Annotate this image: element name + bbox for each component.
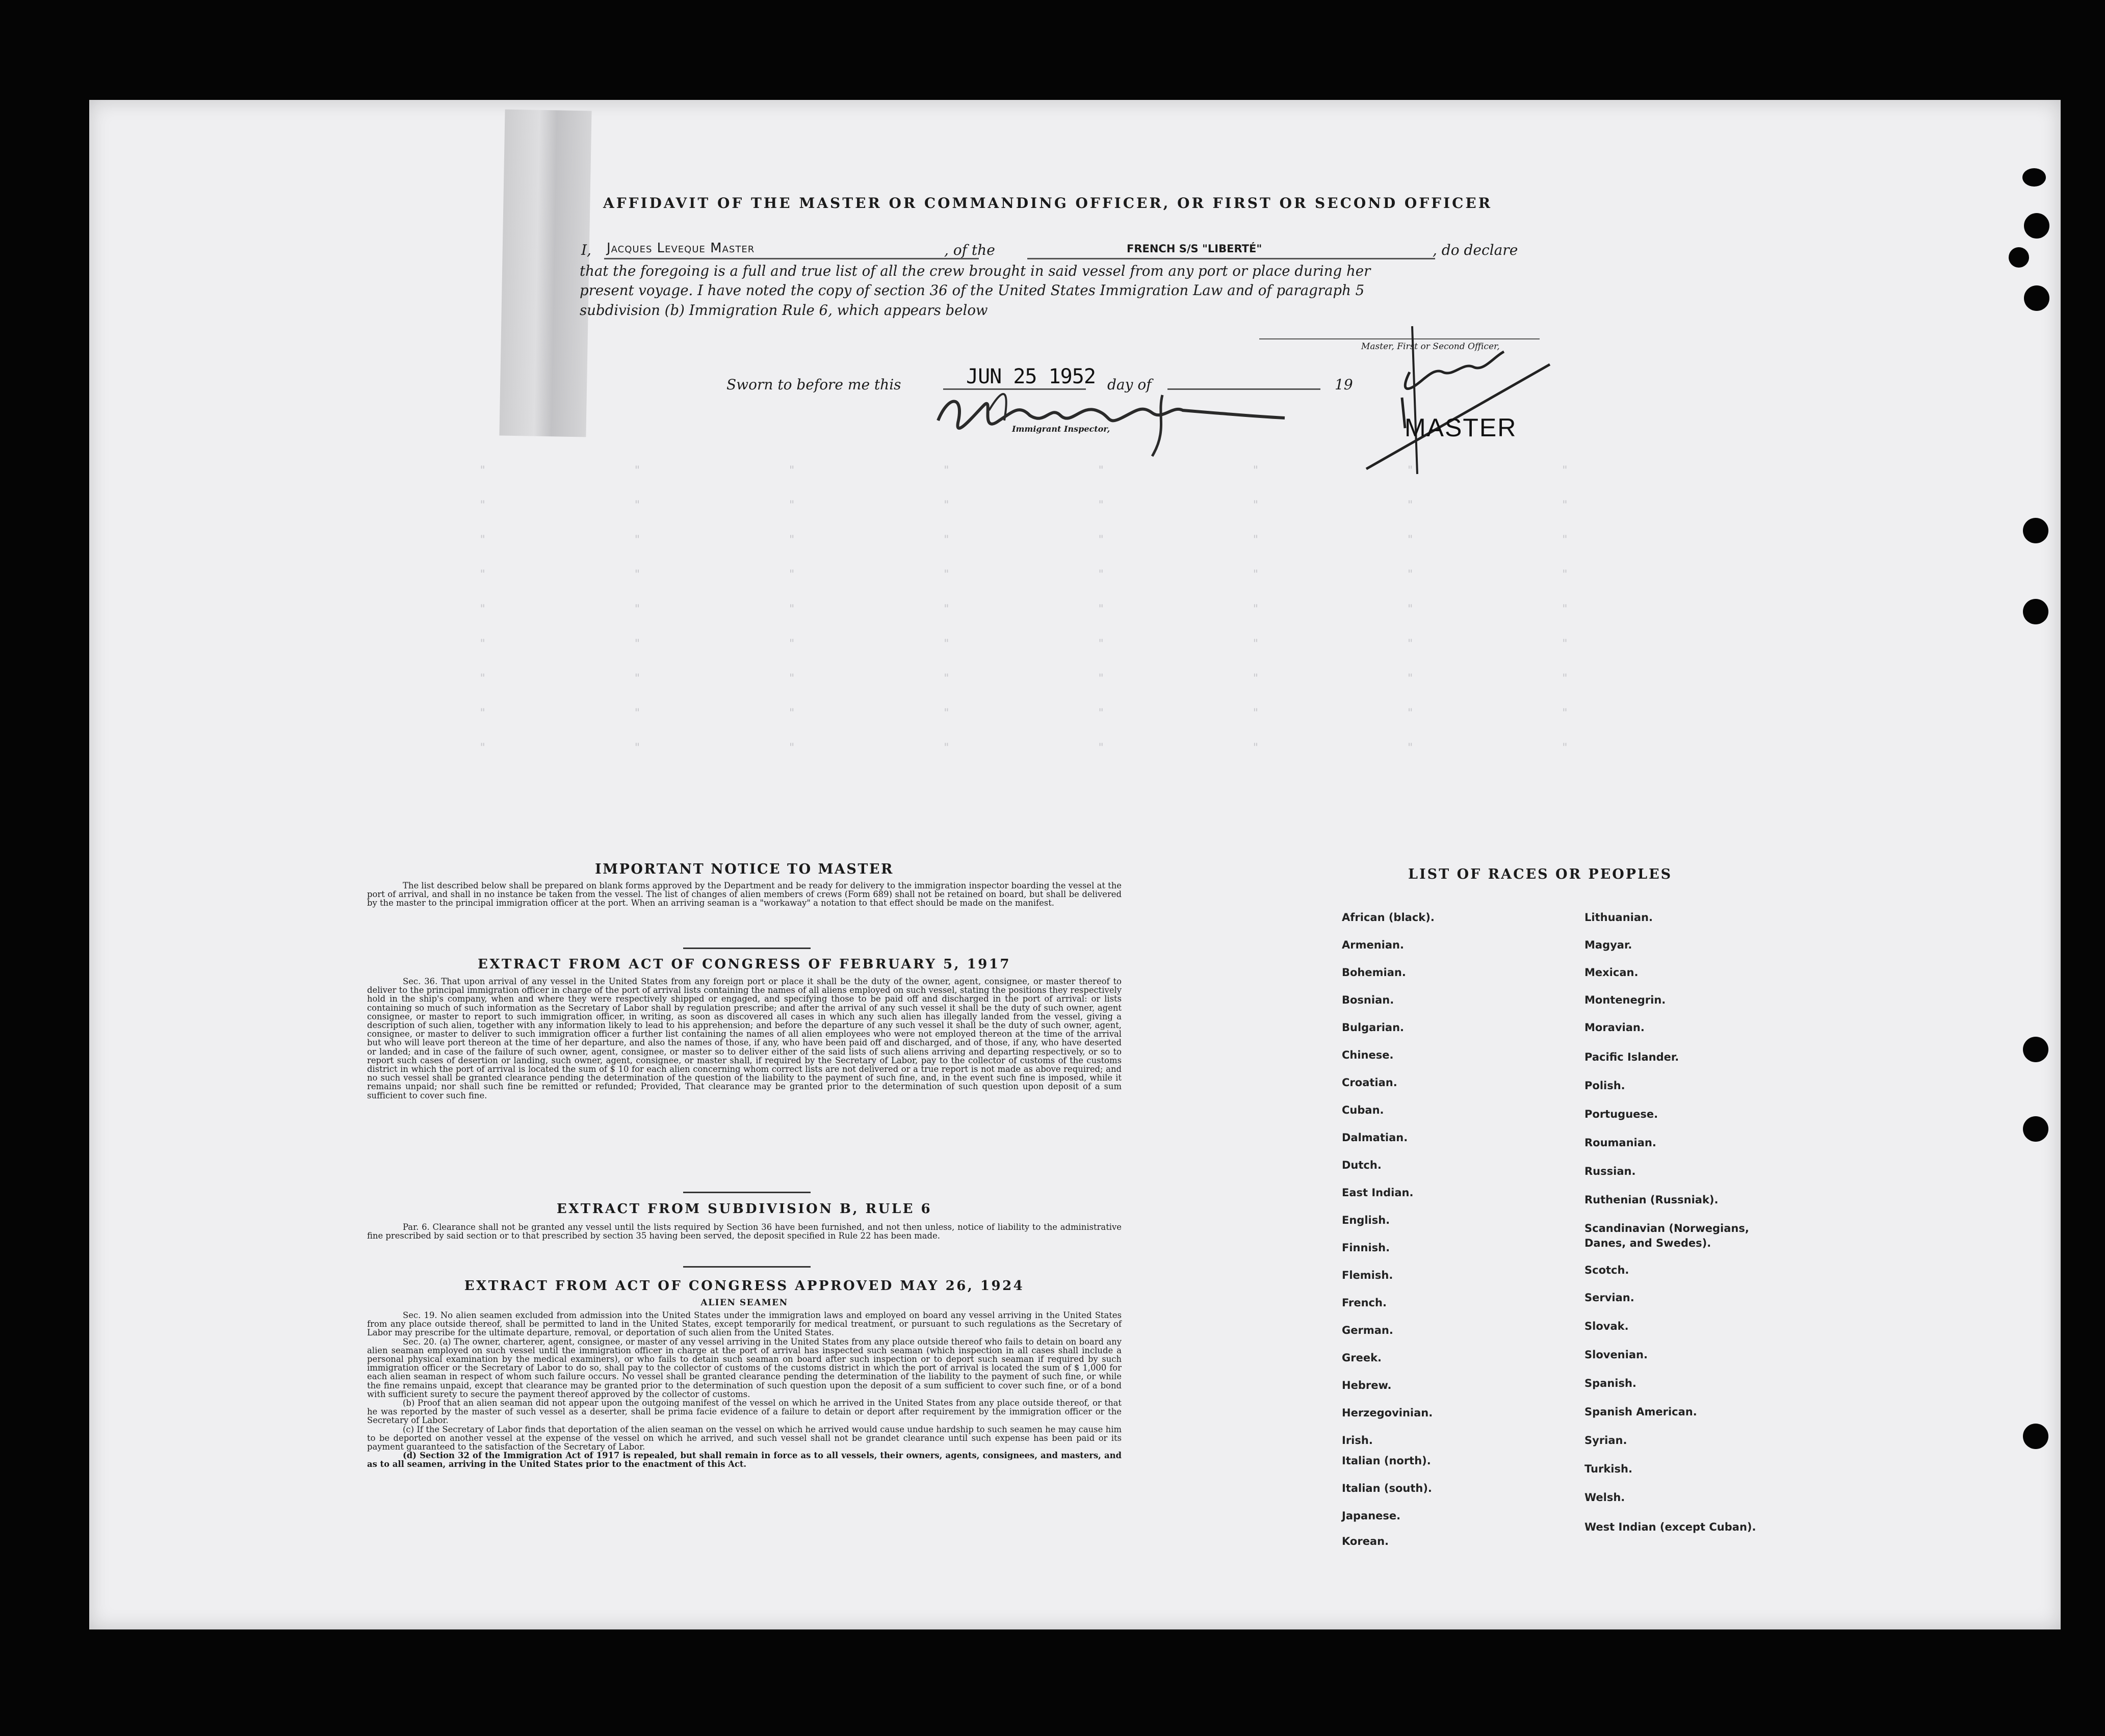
race-item: Croatian. [1342, 1076, 1397, 1089]
race-item: Chinese. [1342, 1049, 1394, 1061]
do-declare-label: , do declare [1433, 242, 1518, 258]
section-divider [683, 1266, 811, 1268]
affidavit-title: AFFIDAVIT OF THE MASTER OR COMMANDING OFFICER, OR FIRST OR SECOND OFFICER [603, 195, 1493, 212]
bleed-through-marks: """""""" """""""" """""""" """""""" """""""" """""""" """""""" """""""" """""""" [479, 464, 1716, 754]
race-item: German. [1342, 1324, 1393, 1336]
sworn-year: 19 [1335, 376, 1353, 393]
master-stamp: MASTER [1405, 413, 1517, 442]
name-underline [604, 258, 979, 259]
race-item: African (black). [1342, 911, 1435, 924]
section-divider [683, 1192, 811, 1193]
race-item: Herzegovinian. [1342, 1407, 1433, 1419]
sworn-day-of: day of [1107, 376, 1152, 393]
race-item: Dutch. [1342, 1159, 1382, 1171]
declarant-prefix: I, [581, 242, 591, 258]
race-item: West Indian (except Cuban). [1584, 1521, 1756, 1533]
binder-hole [2024, 213, 2049, 239]
race-item: Moravian. [1584, 1021, 1645, 1034]
race-item: Portuguese. [1584, 1108, 1658, 1120]
race-item: Bulgarian. [1342, 1021, 1405, 1034]
section-divider [683, 948, 811, 949]
race-item: Montenegrin. [1584, 994, 1666, 1006]
race-item: Dalmatian. [1342, 1132, 1408, 1144]
race-item: Roumanian. [1584, 1137, 1656, 1149]
race-item: Korean. [1342, 1535, 1389, 1547]
extract-rule6-section [367, 1201, 1122, 1240]
race-item: Flemish. [1342, 1269, 1393, 1281]
extract-1917-text: Sec. 36. That upon arrival of any vessel in the United States from any foreign port or place it shall be the duty of the owner, agent, consignee, or master thereof to deliver to the principal immigration officer in charge of the port of arrival lists containing the names of all aliens employed on such vessel, stating the positions they respectively hold in the ship's company, when and where they were respectively shipped or engaged, and specifying those to be paid off and discharged in the port of arrival: or lists containing so much of such information as the Secretary of Labor shall by regulation prescribe; and after the arrival of any such vessel it shall be the duty of such owner, agent consignee, or master to report to such immigration officer, in writing, as soon as discovered all cases in which any such alien has illegally landed from the vessel, giving a description of such alien, together with any information likely to lead to his apprehension; and before the departure of any such vessel it shall be the duty of such owner, agent, consignee, or master to deliver to such immigration officer a further list containing the names of all alien employees who were not employed thereon at the time of the arrival but who will leave port thereon at the time of her departure, and also the names of those, if any, who have been paid off and discharged, and of those, if any, who have deserted or landed; and in case of the failure of such owner, agent, consignee, or master so to deliver either of the said lists of such aliens arriving and departing respectively, or so to report such cases of desertion or landing, such owner, agent, consignee, or master shall, if required by the Secretary of Labor, pay to the collector of customs of the customs district in which the port of arrival is located the sum of $ 10 for each alien concerning whom correct lists are not delivered or a true report is not made as above required; and no such vessel shall be granted clearance pending the determination of the question of the liability to the payment of such fine, and, in the event such fine is imposed, while it remains unpaid; nor shall such fine be remitted or refunded; Provided, That clearance may be granted prior to the determination of such question upon deposit of a sum sufficient to cover such fine. [367, 977, 1122, 1100]
extract-1917-section [367, 957, 1122, 1100]
binder-hole [2023, 1037, 2048, 1062]
extract-1924-title: EXTRACT FROM ACT OF CONGRESS APPROVED MAY 26, 1924 [464, 1278, 1025, 1294]
race-item: Italian (south). [1342, 1482, 1432, 1494]
race-item: Welsh. [1584, 1491, 1625, 1504]
race-item: Spanish American. [1584, 1406, 1697, 1418]
race-item: Lithuanian. [1584, 911, 1653, 924]
extract-1924-paragraph: (c) If the Secretary of Labor finds that deportation of the alien seaman on the vessel on which he arrived would cause undue hardship to such seamen he may cause him to be deported on another vessel at the expense of the vessel on which he arrived, and such vessel shall not be grandet clearance until such expense has been paid or its payment guaranteed to the satisfaction of the Secretary of Labor. [367, 1424, 1122, 1452]
race-item: Bohemian. [1342, 966, 1406, 979]
extract-1924-subtitle: ALIEN SEAMEN [700, 1298, 788, 1308]
race-item: Japanese. [1342, 1510, 1401, 1522]
race-item: Greek. [1342, 1352, 1382, 1364]
race-item: English. [1342, 1214, 1390, 1226]
inspector-caption: Immigrant Inspector, [1012, 424, 1110, 434]
race-item: Italian (north). [1342, 1455, 1431, 1467]
race-item: Turkish. [1584, 1463, 1632, 1475]
affidavit-text-line-4: subdivision (b) Immigration Rule 6, which appears below [580, 302, 988, 319]
important-notice-section [367, 861, 1122, 908]
binder-hole [2023, 518, 2048, 543]
important-notice-title: IMPORTANT NOTICE TO MASTER [595, 861, 894, 877]
important-notice-text: The list described below shall be prepared on blank forms approved by the Department and be ready for delivery to the immigration inspector boarding the vessel at the port of arrival, and shall in no instance be taken from the vessel. The list of changes of alien members of crews (Form 689) shall not be retained on board, but shall be delivered by the master to the principal immigration officer at the port. When an arriving seaman is a "workaway" a notation to that effect should be made on the manifest. [367, 881, 1122, 908]
extract-1924-body [367, 1311, 1122, 1469]
sworn-prefix: Sworn to before me this [726, 376, 901, 393]
race-item: Ruthenian (Russniak). [1584, 1194, 1719, 1206]
extract-1924-paragraph: (b) Proof that an alien seaman did not appear upon the outgoing manifest of the vessel on which he arrived in the United States from any place outside thereof, or that he was reported by the master of such vessel as a deserter, shall be prima facie evidence of a failure to detain or deport after requirement by the immigration officer or the Secretary of Labor. [367, 1398, 1122, 1426]
of-the-label: , of the [944, 242, 995, 258]
binder-hole [2022, 168, 2046, 187]
signature-caption: Master, First or Second Officer, [1361, 341, 1500, 352]
adhesive-tape [499, 110, 591, 437]
master-signature [1356, 316, 1570, 484]
race-item: Bosnian. [1342, 994, 1394, 1006]
races-title: LIST OF RACES OR PEOPLES [1408, 866, 1673, 882]
affidavit-text-line-3: present voyage. I have noted the copy of section 36 of the United States Immigration Law and of paragraph 5 [580, 282, 1365, 299]
race-item: Syrian. [1584, 1434, 1627, 1446]
extract-rule6-body [367, 1223, 1122, 1240]
extract-1924-paragraph: Sec. 20. (a) The owner, charterer, agent, consignee, or master of any vessel arriving in the United States from any place outside thereof who fails to detain on board any alien seaman employed on such vessel until the immigration officer in charge at the port of arrival has inspected such seaman (which inspection in all cases shall include a personal physical examination by the medical examiners), or who fails to detain such seaman on board after such inspection or to deport such seaman if required by such immigration officer or the Secretary of Labor to do so, shall pay to the collector of customs of the customs district in which the port of arrival is located the sum of $ 1,000 for each alien seaman in respect of whom such failure occurs. No vessel shall be granted clearance pending the determination of the liability to the payment of such fine, or while the fine remains unpaid, except that clearance may be granted prior to the determination of such question upon the deposit of a sum sufficient to cover such fine, or of a bond with sufficient surety to secure the payment thereof approved by the collector of customs. [367, 1336, 1122, 1399]
race-item: Scotch. [1584, 1264, 1629, 1276]
declarant-name: Jacques Leveque Master [607, 241, 755, 256]
extract-1924-paragraph: Sec. 19. No alien seamen excluded from admission into the United States under the immigration laws and employed on board any vessel arriving in the United States from any place outside thereof, shall be permitted to land in the United States, except temporarily for medical treatment, or pursuant to such regulations as the Secretary of Labor may prescribe for the ultimate departure, removal, or deportation of such alien from the United States. [367, 1310, 1122, 1338]
extract-rule6-text: Par. 6. Clearance shall not be granted any vessel until the lists required by Section 36 have been furnished, and not then unless, notice of liability to the administrative fine prescribed by said section or to that prescribed by section 35 having been served, the deposit specified in Rule 22 has been made. [367, 1222, 1122, 1241]
race-item: Polish. [1584, 1080, 1625, 1092]
race-item: Scandinavian (Norwegians, Danes, and Swedes). [1584, 1222, 1749, 1249]
race-item: Russian. [1584, 1165, 1636, 1177]
race-item: Irish. [1342, 1434, 1373, 1446]
extract-1924-paragraph: (d) Section 32 of the Immigration Act of 1917 is repealed, but shall remain in force as to all vessels, their owners, agents, consignees, and masters, and as to all seamen, arriving in the United States prior to the enactment of this Act. [367, 1451, 1122, 1469]
race-item: Magyar. [1584, 939, 1632, 951]
race-item: Slovak. [1584, 1320, 1629, 1332]
race-item: French. [1342, 1297, 1387, 1309]
extract-1917-title: EXTRACT FROM ACT OF CONGRESS OF FEBRUARY 5, 1917 [478, 957, 1011, 972]
race-item: Hebrew. [1342, 1379, 1392, 1391]
race-item: Spanish. [1584, 1377, 1636, 1389]
race-item: Cuban. [1342, 1104, 1384, 1116]
extract-1924-section [367, 1278, 1122, 1469]
race-item: Servian. [1584, 1292, 1634, 1304]
race-item: East Indian. [1342, 1187, 1414, 1199]
binder-hole [2023, 1116, 2048, 1142]
extract-rule6-title: EXTRACT FROM SUBDIVISION B, RULE 6 [556, 1201, 932, 1217]
vessel-underline [1027, 258, 1435, 259]
race-item: Finnish. [1342, 1242, 1390, 1254]
vessel-name: FRENCH S/S "LIBERTÉ" [1127, 243, 1262, 255]
race-item: Armenian. [1342, 939, 1404, 951]
inspector-signature [928, 375, 1336, 466]
race-item: Mexican. [1584, 966, 1639, 979]
binder-hole [2023, 599, 2048, 624]
sworn-date-stamp: JUN 25 1952 [966, 365, 1096, 388]
extract-1917-body [367, 977, 1122, 1100]
affidavit-declarant-line [581, 242, 1545, 262]
binder-hole [2009, 247, 2029, 268]
affidavit-text-line-2: that the foregoing is a full and true list of all the crew brought in said vessel from any port or place during her [580, 262, 1371, 279]
binder-hole [2024, 285, 2049, 311]
important-notice-body [367, 881, 1122, 908]
race-item: Slovenian. [1584, 1349, 1648, 1361]
binder-hole [2023, 1424, 2048, 1449]
race-item: Pacific Islander. [1584, 1051, 1679, 1063]
